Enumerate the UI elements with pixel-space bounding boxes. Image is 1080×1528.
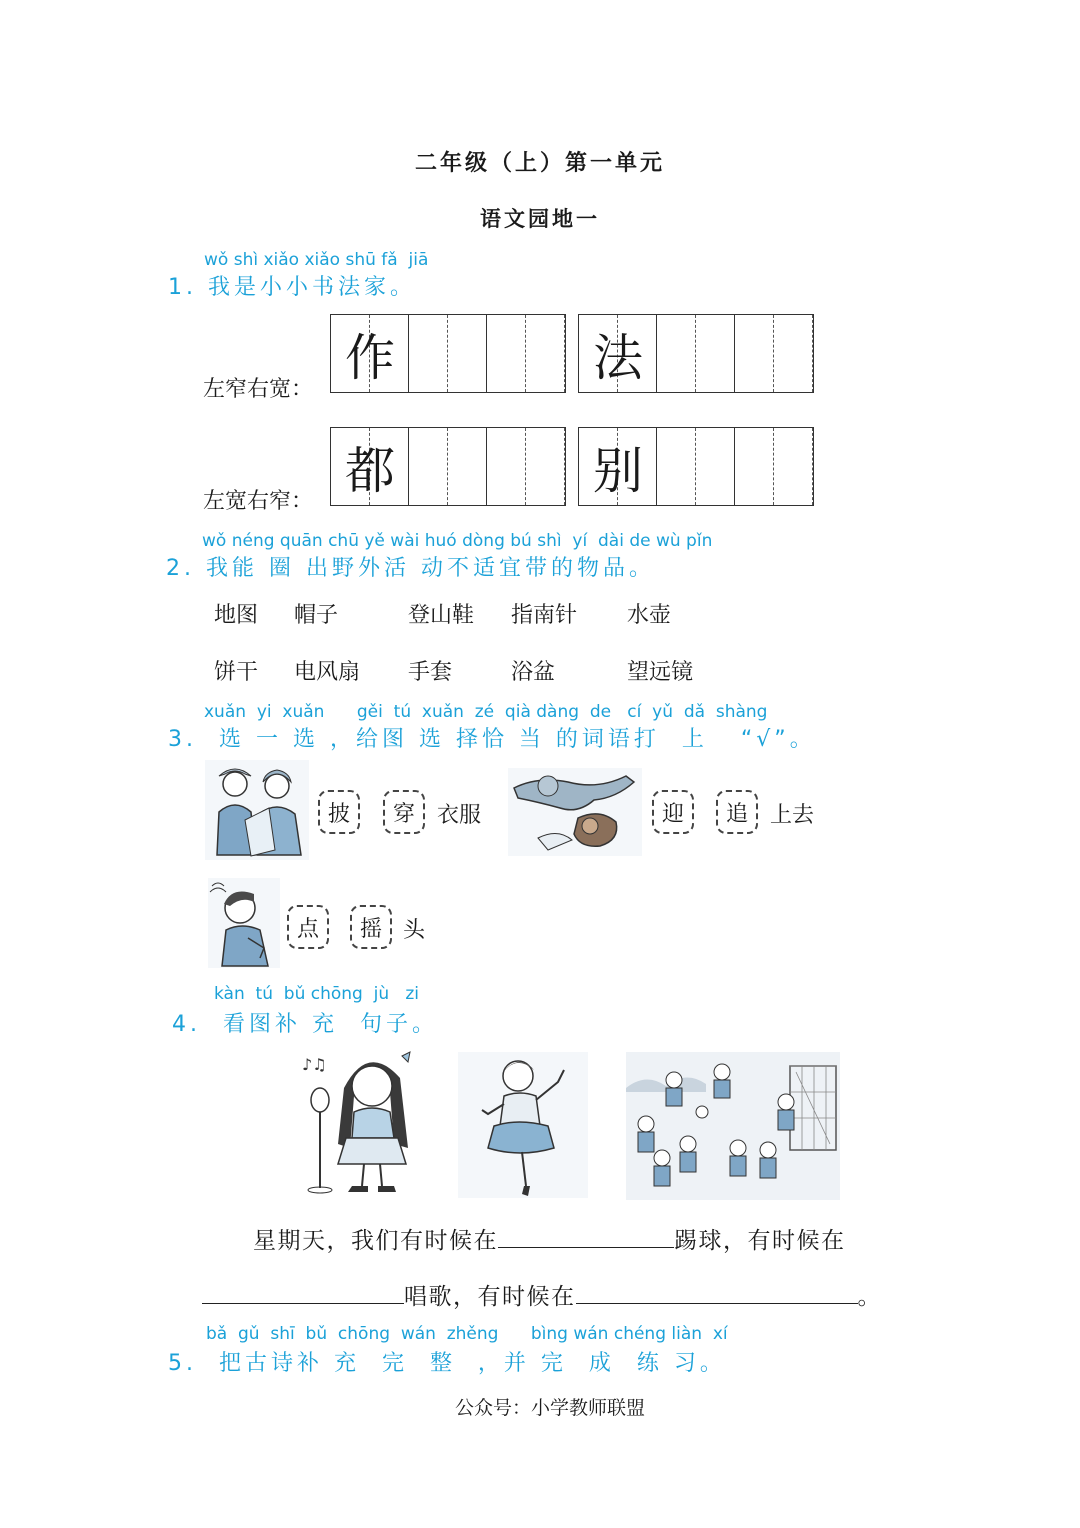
choice-suffix: 衣服: [437, 803, 482, 828]
kids-playing-football-illustration: [626, 1052, 840, 1200]
model-char: 都: [345, 441, 395, 500]
sentence-text: 唱歌，有时候在: [404, 1284, 576, 1310]
answer-blank[interactable]: [576, 1281, 858, 1304]
q5-prompt: 5. 把古诗补 充 完 整 ，并 完 成 练 习。: [168, 1351, 726, 1376]
sentence-text: 。: [857, 1284, 882, 1310]
item-word[interactable]: 望远镜: [627, 660, 694, 685]
item-word[interactable]: 指南针: [511, 603, 578, 628]
q2-pinyin: wǒ néng quān chū yě wài huó dòng bú shì yí dài de wù pǐn: [202, 531, 713, 551]
footer-text: 公众号：小学教师联盟: [454, 1397, 645, 1419]
choice-box[interactable]: 披: [318, 790, 360, 834]
item-word[interactable]: 浴盆: [511, 660, 556, 685]
item-word[interactable]: 帽子: [294, 603, 339, 628]
fill-sentence-2: [202, 1278, 882, 1311]
item-word[interactable]: 水壶: [627, 603, 672, 628]
writing-grid-1[interactable]: [330, 314, 566, 393]
choice-suffix: 头: [403, 918, 426, 943]
svg-text:♪♫: ♪♫: [302, 1055, 327, 1074]
answer-blank[interactable]: [202, 1281, 404, 1304]
model-char: 法: [593, 328, 643, 387]
q3-prompt: 3. 选 一 选 ，给图 选 择恰 当 的词语打 上 “√”。: [168, 727, 816, 752]
writing-grid-2[interactable]: [578, 314, 814, 393]
choice-box[interactable]: 摇: [350, 905, 392, 949]
q1-prompt: 1. 我是小小书法家。: [168, 275, 416, 300]
model-char: 别: [593, 441, 643, 500]
writing-grid-3[interactable]: [330, 427, 566, 506]
item-word[interactable]: 饼干: [214, 660, 259, 685]
item-word[interactable]: 登山鞋: [408, 603, 475, 628]
fill-sentence-1: [253, 1222, 846, 1255]
elderly-couple-illustration: [205, 760, 309, 860]
q1-row2-label: 左宽右窄：: [203, 489, 314, 514]
choice-box[interactable]: 迎: [652, 790, 694, 834]
girl-dancing-illustration: [458, 1052, 588, 1198]
choice-box[interactable]: 追: [716, 790, 758, 834]
writing-grid-4[interactable]: [578, 427, 814, 506]
q5-pinyin: bǎ gǔ shī bǔ chōng wán zhěng bìng wán chéng liàn xí: [206, 1324, 728, 1344]
page-title: 二年级（上）第一单元: [414, 151, 665, 176]
choice-box[interactable]: 点: [287, 905, 329, 949]
q3-pinyin: xuǎn yi xuǎn gěi tú xuǎn zé qià dàng de cí yǔ dǎ shàng: [204, 702, 768, 722]
model-char: 作: [345, 328, 395, 387]
q1-row1-label: 左窄右宽：: [203, 377, 314, 402]
item-word[interactable]: 地图: [214, 603, 259, 628]
choice-box[interactable]: 穿: [383, 790, 425, 834]
girl-singing-illustration: [298, 1048, 422, 1196]
section-title: 语文园地一: [480, 207, 600, 231]
item-word[interactable]: 电风扇: [294, 660, 361, 685]
sentence-text: 星期天，我们有时候在: [253, 1228, 498, 1254]
choice-suffix: 上去: [770, 803, 815, 828]
item-word[interactable]: 手套: [408, 660, 453, 685]
q2-prompt: 2. 我能 圈 出野外活 动不适宜带的物品。: [166, 556, 655, 581]
q1-pinyin: wǒ shì xiǎo xiǎo shū fǎ jiā: [204, 250, 429, 270]
cat-chasing-mouse-illustration: [508, 768, 642, 856]
answer-blank[interactable]: [498, 1225, 674, 1248]
boy-shaking-head-illustration: [208, 878, 280, 968]
q4-prompt: 4. 看图补 充 句子。: [172, 1012, 438, 1037]
sentence-text: 踢球，有时候在: [674, 1228, 846, 1254]
q4-pinyin: kàn tú bǔ chōng jù zi: [214, 984, 420, 1004]
